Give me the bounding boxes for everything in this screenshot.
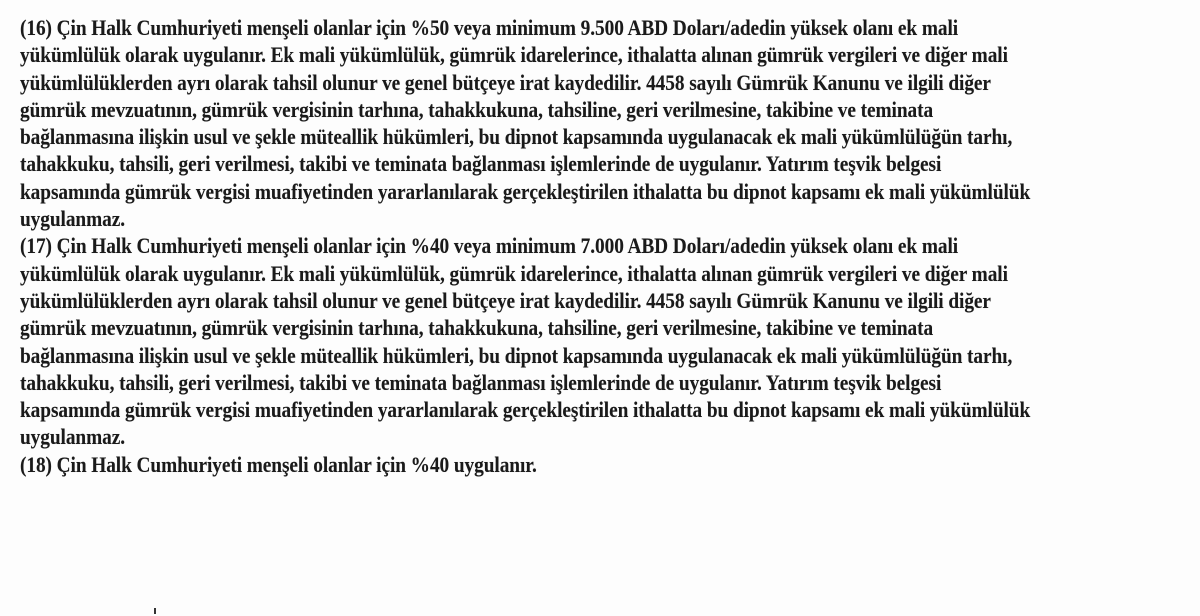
footnote-16-line-2: yükümlülük olarak uygulanır. Ek mali yükümlülük, gümrük idarelerince, ithalatta alınan gümrük vergileri ve diğer mali [20,42,1008,68]
footnote-17 [20,232,1052,450]
footnote-16-line-3: yükümlülüklerden ayrı olarak tahsil olunur ve genel bütçeye irat kaydedilir. 4458 sayılı Gümrük Kanunu ve ilgili diğer [20,69,991,95]
footnote-16 [20,14,1052,232]
footnote-17-line-8: uygulanmaz. [20,424,125,450]
footnote-17-line-2: yükümlülük olarak uygulanır. Ek mali yükümlülük, gümrük idarelerince, ithalatta alınan gümrük vergileri ve diğer mali [20,260,1008,286]
footnote-17-line-1: (17) Çin Halk Cumhuriyeti menşeli olanlar için %40 veya minimum 7.000 ABD Doları/adedin yüksek olanı ek mali [20,233,959,259]
footnote-17-line-7: kapsamında gümrük vergisi muafiyetinden yararlanılarak gerçekleştirilen ithalatta bu dipnot kapsamı ek mali yükümlülük [20,397,1031,423]
footnote-17-line-3: yükümlülüklerden ayrı olarak tahsil olunur ve genel bütçeye irat kaydedilir. 4458 sayılı Gümrük Kanunu ve ilgili diğer [20,287,991,313]
footnote-16-line-4: gümrük mevzuatının, gümrük vergisinin tarhına, tahakkukuna, tahsiline, geri verilmesine, takibine ve teminata [20,96,934,122]
footnote-16-line-1: (16) Çin Halk Cumhuriyeti menşeli olanlar için %50 veya minimum 9.500 ABD Doları/adedin yüksek olanı ek mali [20,15,959,40]
footnote-16-line-8: uygulanmaz. [20,206,125,232]
footnote-16-line-7: kapsamında gümrük vergisi muafiyetinden yararlanılarak gerçekleştirilen ithalatta bu dipnot kapsamı ek mali yükümlülük [20,178,1031,204]
footnotes-text-block [20,14,1052,478]
footnote-18-line-1: (18) Çin Halk Cumhuriyeti menşeli olanlar için %40 uygulanır. [20,451,537,477]
footnote-17-line-5: bağlanmasına ilişkin usul ve şekle müteallik hükümleri, bu dipnot kapsamında uygulanacak ek mali yükümlülüğün tarhı, [20,342,1013,368]
footnote-18 [20,451,1052,478]
footnote-16-line-6: tahakkuku, tahsili, geri verilmesi, takibi ve teminata bağlanması işlemlerinde de uygulanır. Yatırım teşvik belgesi [20,151,942,177]
footnote-17-line-4: gümrük mevzuatının, gümrük vergisinin tarhına, tahakkukuna, tahsiline, geri verilmesine, takibine ve teminata [20,315,934,341]
footnote-17-line-6: tahakkuku, tahsili, geri verilmesi, takibi ve teminata bağlanması işlemlerinde de uygulanır. Yatırım teşvik belgesi [20,369,942,395]
footnote-16-line-5: bağlanmasına ilişkin usul ve şekle müteallik hükümleri, bu dipnot kapsamında uygulanacak ek mali yükümlülüğün tarhı, [20,124,1013,150]
cut-off-glyph-mark [154,608,156,614]
